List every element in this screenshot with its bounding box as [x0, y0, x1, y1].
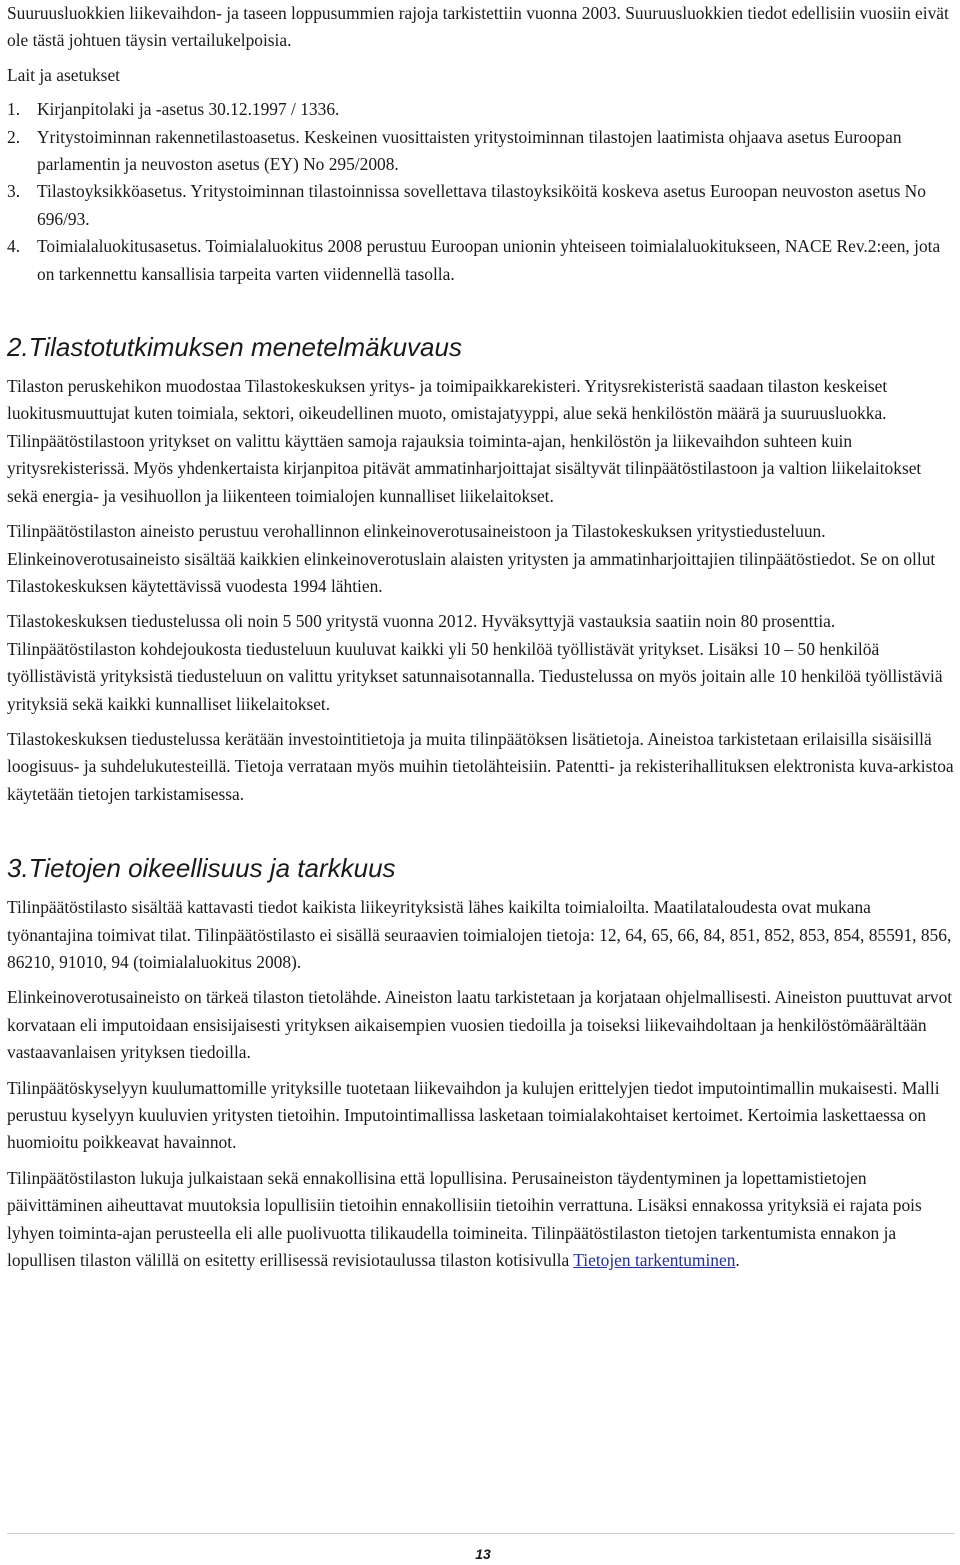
- law-item: [7, 124, 955, 179]
- law-number: 4.: [7, 236, 21, 257]
- law-title: Kirjanpitolaki ja -asetus 30.12.1997 / 1336.: [37, 99, 340, 120]
- section-3-paragraph: Tilinpäätöstilasto sisältää kattavasti tiedot kaikista liikeyrityksistä lähes kaikilta toimialoilta. Maatilataloudesta ovat mukana työnantajina toimivat tilat. Tilinpäätöstilasto ei sisällä seuraavien toimialojen tietoja: 12, 64, 65, 66, 84, 851, 852, 853, 854, 85591, 856, 86210, 91010, 94 (toimialaluokitus 2008).: [7, 897, 952, 972]
- law-text: Yritystoiminnan tilastoinnissa sovellettava tilastoyksiköitä koskeva asetus Euroopan neuvoston asetus No 696/93.: [37, 181, 926, 229]
- law-item: [7, 96, 955, 123]
- law-text: Keskeinen vuosittaisten yritystoiminnan tilastojen laatimista ohjaava asetus Euroopan parlamentin ja neuvoston asetus (EY) No 295/2008.: [37, 126, 902, 175]
- document-page: [7, 0, 955, 1282]
- law-number: 2.: [7, 126, 21, 147]
- law-title: Tilastoyksikköasetus.: [37, 181, 187, 202]
- law-item: [7, 233, 955, 288]
- last-paragraph-text: Tilinpäätöstilaston lukuja julkaistaan sekä ennakollisina että lopullisina. Perusaineiston täydentyminen ja lopettamistietojen päivittäminen aiheuttavat muutoksia lopullisiin tietoihin ennakollisiin tietoihin verrattuna. Lisäksi ennakossa yrityksiä ei rajata pois lyhyen toiminta-ajan perusteella eli alle puolivuotta tilikaudella toimineita. Tilinpäätöstilaston tietojen tarkentumista ennakon ja lopullisen tilaston välillä on esitetty erillisessä revisiotaulussa tilaston kotisivulla: [7, 1167, 922, 1271]
- section-2-heading: 2.Tilastotutkimuksen menetelmäkuvaus: [7, 332, 462, 363]
- section-2-paragraph: Tilaston peruskehikon muodostaa Tilastokeskuksen yritys- ja toimipaikkarekisteri. Yritysrekisteristä saadaan tilaston keskeiset luokitusmuuttujat kuten toimiala, sektori, oikeudellinen muoto, omistajatyyppi, alue sekä henkilöstön määrä ja suuruusluokka. Tilinpäätöstilastoon yritykset on valittu käyttäen samoja rajauksia toiminta-ajan, henkilöstön ja liikevaihdon suhteen kuin yritysrekisterissä. Myös yhdenkertaista kirjanpitoa pitävät ammatinharjoittajat sisältyvät tilinpäätöstilastoon ja valtion liikelaitokset sekä energia- ja vesihuollon ja liikenteen toimialojen kunnalliset liikelaitokset.: [7, 376, 922, 506]
- laws-heading: Lait ja asetukset: [7, 64, 120, 85]
- law-number: 3.: [7, 181, 21, 202]
- section-2-paragraph: Tilinpäätöstilaston aineisto perustuu verohallinnon elinkeinoverotusaineistoon ja Tilastokeskuksen yritystiedusteluun. Elinkeinoverotusaineisto sisältää kaikkien elinkeinoverotuslain alaisten yritysten ja ammatinharjoittajien tilinpäätöstiedot. Se on ollut Tilastokeskuksen käytettävissä vuodesta 1994 lähtien.: [7, 521, 936, 596]
- law-title: Yritystoiminnan rakennetilastoasetus.: [37, 126, 300, 147]
- footer-divider: [7, 1533, 955, 1534]
- law-title: Toimialaluokitusasetus.: [37, 236, 202, 257]
- law-number: 1.: [7, 99, 21, 120]
- section-2-paragraph: Tilastokeskuksen tiedustelussa kerätään investointitietoja ja muita tilinpäätöksen lisätietoja. Aineistoa tarkistetaan erilaisilla sisäisillä loogisuus- ja suhdelukutesteillä. Tietoja verrataan myös muihin tietolähteisiin. Patentti- ja rekisterihallituksen elektronista kuva-arkistoa käytetään tietojen tarkistamisessa.: [7, 728, 954, 804]
- laws-list: [7, 96, 955, 288]
- section-3-paragraph: Tilinpäätöskyselyyn kuulumattomille yrityksille tuotetaan liikevaihdon ja kulujen erittelyjen tiedot imputointimallin mukaisesti. Malli perustuu kyselyyn kuuluvien yritysten tietoihin. Imputointimallissa lasketaan toimialakohtaiset kertoimet. Kertoimia laskettaessa on huomioitu poikkeavat havainnot.: [7, 1077, 940, 1153]
- last-paragraph-end: .: [735, 1250, 740, 1271]
- section-3-paragraph: Elinkeinoverotusaineisto on tärkeä tilaston tietolähde. Aineiston laatu tarkistetaan ja korjataan ohjelmallisesti. Aineiston puuttuvat arvot korvataan eli imputoidaan ensisijaisesti yrityksen aikaisempien vuosien tiedoilla ja toiseksi liikevaihdoltaan ja henkilöstömäärältään vastaavanlaisen yrityksen tiedoilla.: [7, 987, 953, 1063]
- page-number: 13: [475, 1546, 491, 1562]
- intro-paragraph: Suuruusluokkien liikevaihdon- ja taseen loppusummien rajoja tarkistettiin vuonna 2003. Suuruusluokkien tiedot edellisiin vuosiin eivät ole tästä johtuen täysin vertailukelpoisia.: [7, 3, 949, 51]
- law-item: [7, 178, 955, 233]
- section-3-heading: 3.Tietojen oikeellisuus ja tarkkuus: [7, 853, 396, 884]
- section-2-paragraph: Tilastokeskuksen tiedustelussa oli noin 5 500 yritystä vuonna 2012. Hyväksyttyjä vastauksia saatiin noin 80 prosenttia. Tilinpäätöstilaston kohdejoukosta tiedusteluun kuuluvat kaikki yli 50 henkilöä työllistävät yritykset. Lisäksi 10 – 50 henkilöä työllistävistä yrityksistä tiedusteluun on valittu yritykset satunnaisotannalla. Tiedustelussa on myös joitain alle 10 henkilöä työllistäviä yrityksiä sekä kaikki kunnalliset liikelaitokset.: [7, 611, 943, 714]
- section-3-last-paragraph: [7, 1165, 955, 1275]
- revision-link[interactable]: Tietojen tarkentuminen: [573, 1250, 736, 1271]
- law-text: Toimialaluokitus 2008 perustuu Euroopan unionin yhteiseen toimialaluokitukseen, NACE Rev.2:een, jota on tarkennettu kansallisia tarpeita varten viidennellä tasolla.: [37, 236, 941, 284]
